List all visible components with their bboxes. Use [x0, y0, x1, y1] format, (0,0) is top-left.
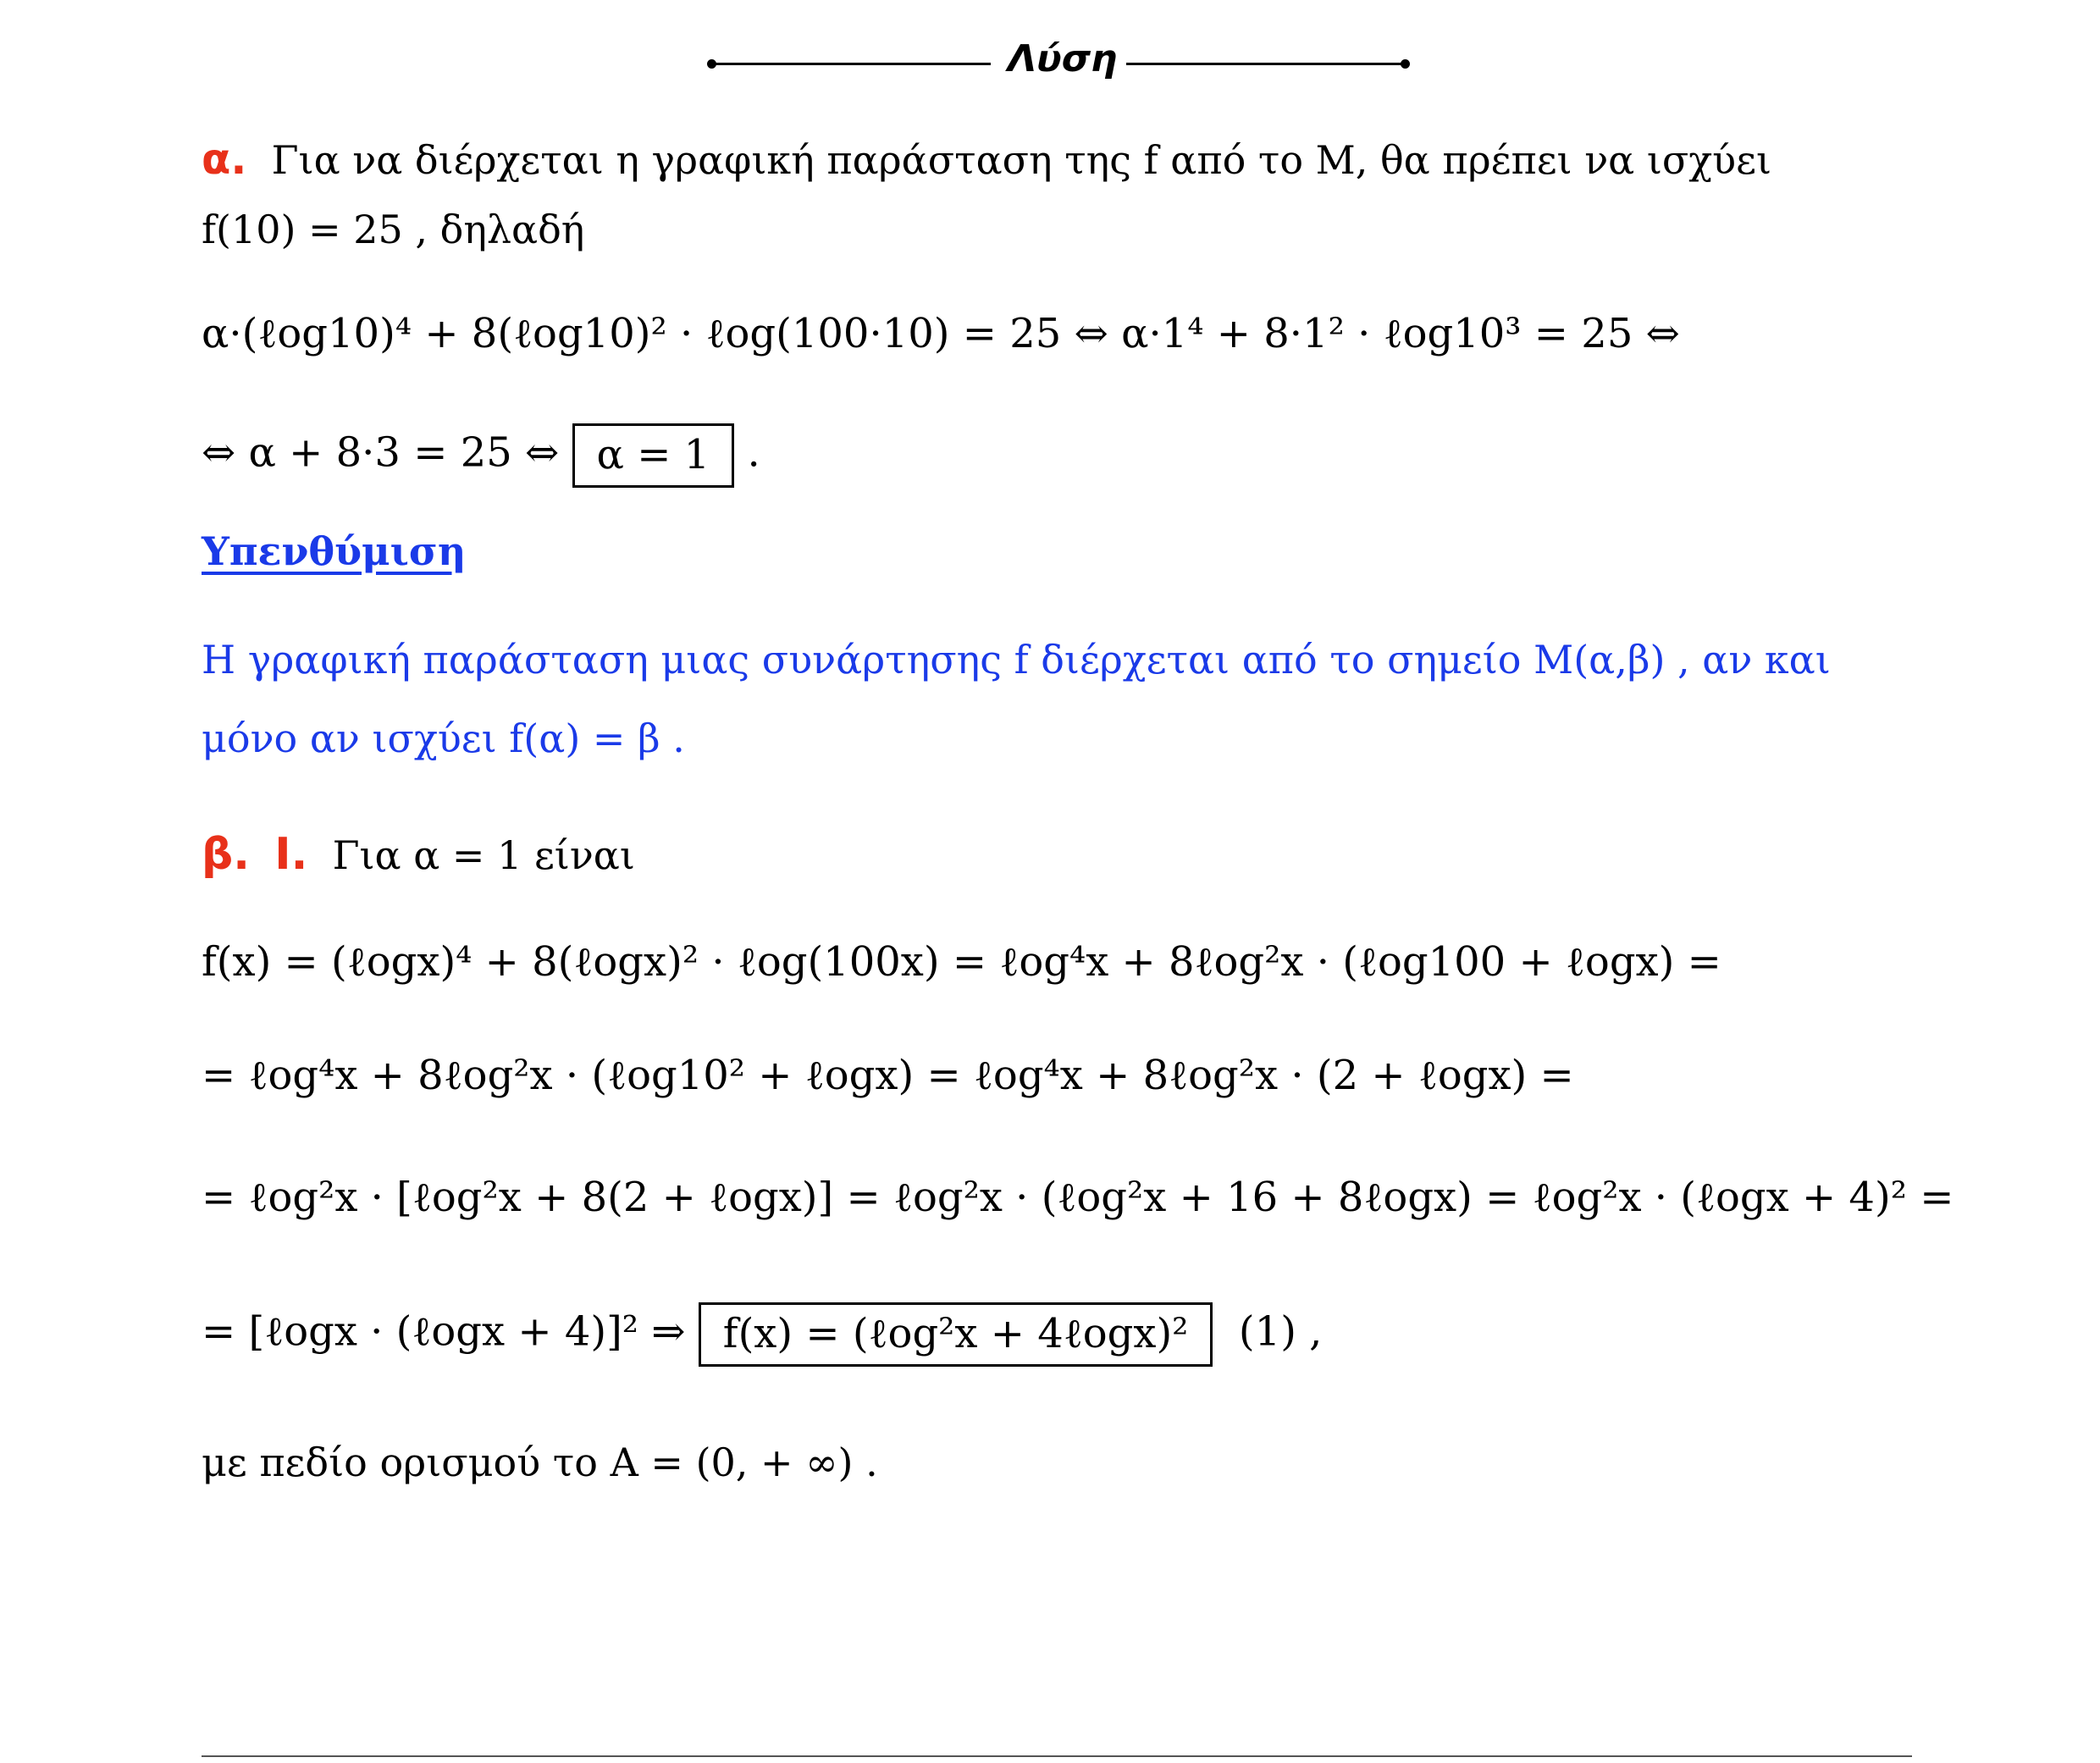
part-b-line-domain [202, 1440, 878, 1486]
part-b-eq4-suffix: (1) , [1238, 1307, 1323, 1356]
part-b-equation-1 [202, 938, 1721, 987]
part-b-result: f(x) = (ℓog²x + 4ℓogx)² [722, 1310, 1189, 1357]
part-a-eq1: α·(ℓog10)⁴ + 8(ℓog10)² · ℓog(100·10) = 25 ⇔ α·1⁴ + 8·1² · ℓog10³ = 25 ⇔ [202, 310, 1680, 357]
solution-header [0, 37, 2100, 88]
part-a-line-1 [202, 134, 1771, 185]
part-a-equation-2 [202, 423, 760, 488]
part-b-text-1: Για α = 1 είναι [332, 832, 635, 878]
part-b-result-box [699, 1302, 1213, 1367]
part-b-equation-3 [202, 1174, 1954, 1223]
reminder-text-1: Η γραφική παράσταση μιας συνάρτησης f διέρχεται από το σημείο Μ(α,β) , αν και [202, 637, 1831, 683]
part-b-eq3: = ℓog²x · [ℓog²x + 8(2 + ℓogx)] = ℓog²x · (ℓog²x + 16 + 8ℓogx) = ℓog²x · (ℓogx + 4)² = [202, 1174, 1954, 1221]
part-a-result-box [572, 423, 735, 488]
part-b-sublabel: Ι. [274, 829, 308, 880]
reminder-text-2: μόνο αν ισχύει f(α) = β . [202, 716, 685, 761]
part-b-equation-4 [202, 1302, 1322, 1367]
part-a-text-1: Για να διέρχεται η γραφική παράσταση της f από το Μ, θα πρέπει να ισχύει [271, 137, 1771, 183]
part-a-eq2-prefix: ⇔ α + 8·3 = 25 ⇔ [202, 428, 560, 477]
footer-rule [202, 1755, 1912, 1757]
part-a-eq2-suffix: . [747, 428, 760, 477]
part-b-eq1: f(x) = (ℓogx)⁴ + 8(ℓogx)² · ℓog(100x) = ℓog⁴x + 8ℓog²x · (ℓog100 + ℓogx) = [202, 938, 1721, 986]
reminder-heading: Υπενθύμιση [202, 528, 467, 574]
part-a-label: α. [202, 135, 247, 184]
header-right-dot [1401, 59, 1410, 69]
part-b-eq2: = ℓog⁴x + 8ℓog²x · (ℓog10² + ℓogx) = ℓog⁴x + 8ℓog²x · (2 + ℓogx) = [202, 1052, 1574, 1099]
reminder-line-1 [202, 637, 1831, 683]
header-title: Λύση [1008, 37, 1118, 80]
reminder-heading-row [202, 528, 466, 575]
reminder-line-2 [202, 716, 685, 762]
part-a-text-2: f(10) = 25 , δηλαδή [202, 207, 585, 252]
part-b-text-2: με πεδίο ορισμού το Α = (0, + ∞) . [202, 1440, 878, 1485]
part-a-equation-1 [202, 310, 1680, 359]
header-right-rule [1126, 63, 1406, 65]
part-b-equation-2 [202, 1052, 1574, 1101]
part-b-eq4-prefix: = [ℓogx · (ℓogx + 4)]² ⇒ [202, 1307, 686, 1356]
header-left-rule [711, 63, 991, 65]
part-a-result: α = 1 [596, 431, 710, 478]
part-b-line-1 [202, 828, 635, 881]
part-a-line-2 [202, 207, 584, 253]
part-b-label: β. [202, 829, 250, 880]
